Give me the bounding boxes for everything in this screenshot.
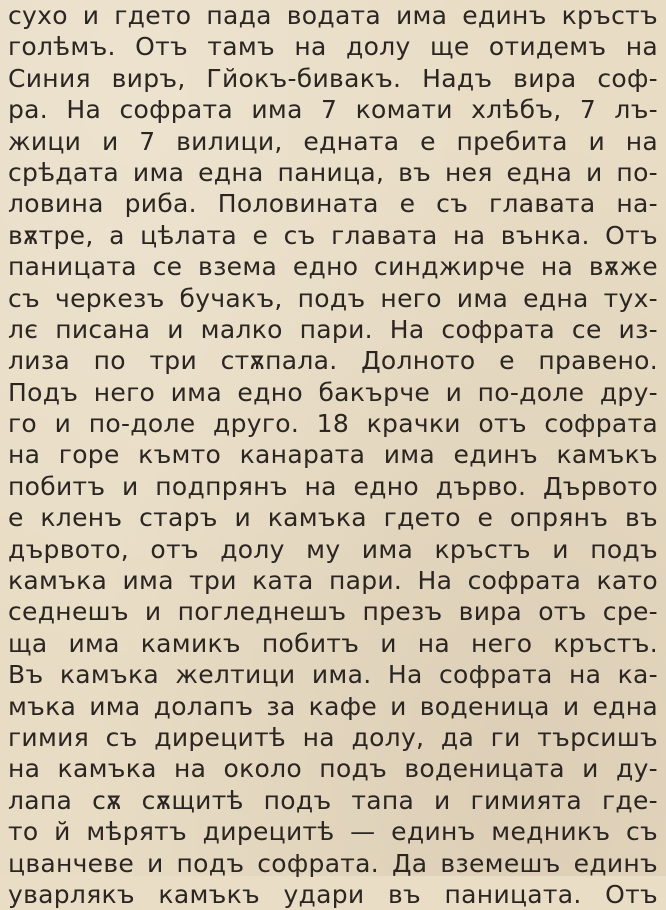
text-line bbox=[8, 565, 658, 596]
text-line bbox=[8, 596, 658, 627]
line-text: е кленъ старъ и камъка гдето е опрянъ въ bbox=[8, 503, 658, 533]
text-line bbox=[8, 94, 658, 125]
text-line bbox=[8, 126, 658, 157]
text-line bbox=[8, 0, 658, 31]
line-text: ра. На софрата има 7 комати хлѣбъ, 7 лъ- bbox=[8, 95, 658, 125]
text-line bbox=[8, 188, 658, 219]
text-line bbox=[8, 471, 658, 502]
line-text: вѫтре, а цѣлата е съ главата на вънка. Отъ bbox=[8, 220, 658, 250]
line-text: уварлякъ камъкъ удари въ паницата. Отъ bbox=[8, 879, 658, 909]
line-text: цванчеве и подъ софрата. Да вземешъ единъ bbox=[8, 848, 658, 878]
line-text: лиза по три стѫпала. Долното е правено. bbox=[8, 346, 658, 376]
text-line bbox=[8, 314, 658, 345]
line-text: лє писана и малко пари. На софрата се из- bbox=[8, 314, 658, 344]
text-line bbox=[8, 439, 658, 470]
line-text: ловина риба. Половината е съ главата на- bbox=[8, 189, 658, 219]
text-line bbox=[8, 251, 658, 282]
line-text: голѣмъ. Отъ тамъ на долу ще отидемъ на bbox=[8, 32, 658, 62]
text-line bbox=[8, 377, 658, 408]
line-text: сухо и гдето пада водата има единъ кръстъ bbox=[8, 1, 658, 30]
text-line bbox=[8, 848, 658, 879]
text-line bbox=[8, 408, 658, 439]
text-line bbox=[8, 283, 658, 314]
text-line bbox=[8, 879, 658, 910]
text-line bbox=[8, 816, 658, 847]
text-line bbox=[8, 31, 658, 62]
line-text: на камъка на около подъ воденицата и ду- bbox=[8, 754, 658, 784]
text-line bbox=[8, 753, 658, 784]
line-text: го и по-доле друго. 18 крачки отъ софрата bbox=[8, 409, 658, 439]
text-line bbox=[8, 220, 658, 251]
text-line bbox=[8, 659, 658, 690]
text-line bbox=[8, 628, 658, 659]
line-text: побитъ и подпрянъ на едно дърво. Дървото bbox=[8, 471, 658, 501]
line-text: Подъ него има едно бакърче и по-доле дру- bbox=[8, 377, 658, 407]
line-text: Въ камъка желтици има. На софрата на ка- bbox=[8, 660, 658, 690]
line-text: на горе къмто канарата има единъ камъкъ bbox=[8, 440, 658, 470]
text-line bbox=[8, 722, 658, 753]
line-text: ща има камикъ побитъ и на него кръстъ. bbox=[8, 628, 658, 658]
line-text: паницата се взема едно синджирче на вѫже bbox=[8, 252, 658, 282]
line-text: мъка има долапъ за кафе и воденица и една bbox=[8, 691, 658, 721]
line-text: гимия съ дирецитѣ на долу, да ги търсишъ bbox=[8, 722, 658, 752]
line-text: съ черкезъ бучакъ, подъ него има една тух- bbox=[8, 283, 658, 313]
line-text: лапа сѫ сѫщитѣ подъ тапа и гимията гдe- bbox=[8, 785, 658, 815]
text-line bbox=[8, 785, 658, 816]
line-text: Синия виръ, Гйокъ-бивакъ. Надъ вира соф- bbox=[8, 63, 658, 93]
text-line bbox=[8, 157, 658, 188]
text-line bbox=[8, 534, 658, 565]
line-text: срѣдата има една паница, въ нея една и по- bbox=[8, 157, 658, 187]
text-line bbox=[8, 502, 658, 533]
text-column bbox=[8, 0, 658, 910]
text-line bbox=[8, 345, 658, 376]
line-text: то й мѣрятъ дирецитѣ — единъ медникъ съ bbox=[8, 817, 658, 847]
line-text: седнешъ и погледнешъ презъ вира отъ сре- bbox=[8, 597, 658, 627]
text-line bbox=[8, 691, 658, 722]
line-text: камъка има три ката пари. На софрата като bbox=[8, 566, 658, 596]
line-text: жици и 7 вилици, едната е пребита и на bbox=[8, 126, 658, 156]
line-text: дървото, отъ долу му има кръстъ и подъ bbox=[8, 534, 658, 564]
text-line bbox=[8, 63, 658, 94]
